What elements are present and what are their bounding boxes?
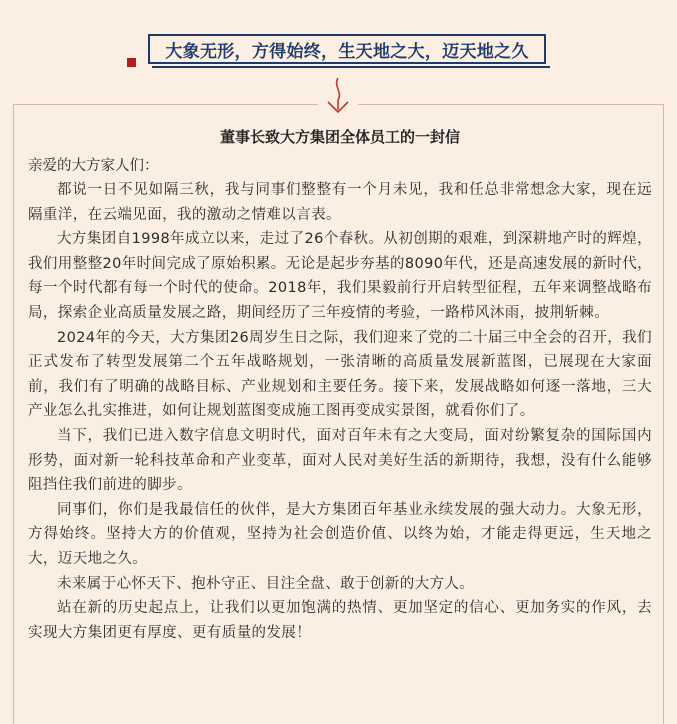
letter-paragraph: 大方集团自1998年成立以来，走过了26个春秋。从初创期的艰难，到深耕地产时的辉煌，我们用整整20年时间完成了原始积累。无论是起步夯基的8090年代，还是高速发展的新时代，每一个时代都有每一个时代的使命。2018年，我们果毅前行开启转型征程，五年来调整战略布局，探索企业高质量发展之路，期间经历了三年疫情的考验，一路栉风沐雨，披荆斩棘。 <box>28 231 652 321</box>
banner-slogan: 大象无形，方得始终，生天地之大，迈天地之久 <box>165 41 529 62</box>
down-arrow-icon <box>321 76 355 116</box>
letter-title: 董事长致大方集团全体员工的一封信 <box>219 128 460 146</box>
letter-paragraph: 都说一日不见如隔三秋，我与同事们整整有一个月未见，我和任总非常想念大家，现在远隔重洋，在云端见面，我的激动之情难以言表。 <box>28 182 652 223</box>
letter-body <box>28 126 652 645</box>
letter-paragraph: 2024年的今天，大方集团26周岁生日之际，我们迎来了党的二十届三中全会的召开，我们正式发布了转型发展第二个五年战略规划，一张清晰的高质量发展新蓝图，已展现在大家面前，我们有了明确的战略目标、产业规划和主要任务。接下来，发展战略如何逐一落地，三大产业怎么扎实推进，如何让规划蓝图变成施工图再变成实景图，就看你们了。 <box>28 329 652 420</box>
letter-salutation: 亲爱的大方家人们： <box>28 158 159 174</box>
letter-paragraph: 未来属于心怀天下、抱朴守正、目注全盘、敢于创新的大方人。 <box>57 575 475 592</box>
red-square-icon <box>127 58 136 67</box>
banner-underline <box>152 66 550 68</box>
banner-box <box>148 34 546 64</box>
letter-paragraph: 同事们，你们是我最信任的伙伴，是大方集团百年基业永续发展的强大动力。大象无形，方得始终。坚持大方的价值观，坚持为社会创造价值、以终为始，才能走得更远，生天地之大，迈天地之久。 <box>28 501 652 567</box>
letter-paragraph: 站在新的历史起点上，让我们以更加饱满的热情、更加坚定的信心、更加务实的作风，去实现大方集团更有厚度、更有质量的发展！ <box>28 600 652 641</box>
letter-paragraph: 当下，我们已进入数字信息文明时代，面对百年未有之大变局，面对纷繁复杂的国际国内形势，面对新一轮科技革命和产业变革，面对人民对美好生活的新期待，我想，没有什么能够阻挡住我们前进的脚步。 <box>28 427 652 494</box>
